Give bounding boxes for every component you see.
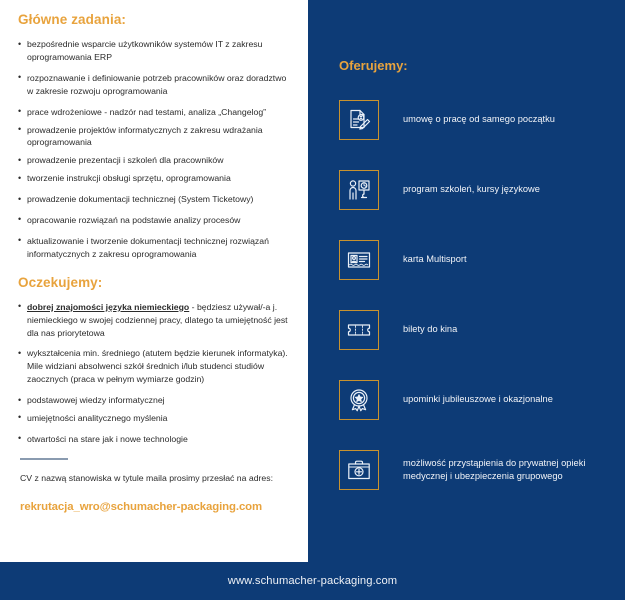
benefit-row	[308, 155, 625, 225]
benefit-row	[308, 225, 625, 295]
benefit-label: bilety do kina	[403, 324, 458, 335]
requirement-text: otwartości na stare jak i nowe technologie	[27, 433, 188, 444]
left-content-column	[0, 0, 305, 562]
award-medal-icon	[339, 380, 379, 420]
task-item: • prowadzenie dokumentacji technicznej (System Ticketowy)	[18, 193, 291, 206]
requirement-item	[18, 301, 291, 340]
cv-submission-note: CV z nazwą stanowiska w tytule maila prosimy przesłać na adres:	[20, 473, 274, 484]
task-item: • prace wdrożeniowe - nadzór nad testami, analiza „Changelog”	[18, 106, 291, 119]
section-divider	[20, 458, 68, 461]
task-item: • prowadzenie prezentacji i szkoleń dla pracowników	[18, 154, 291, 167]
task-item: • aktualizowanie i tworzenie dokumentacji technicznej rozwiązań informatycznych z zakresu oprogramowania	[18, 235, 291, 261]
medical-briefcase-icon	[339, 450, 379, 490]
benefits-panel	[308, 0, 625, 562]
requirement-item	[18, 394, 291, 407]
requirement-text: podstawowej wiedzy informatycznej	[27, 395, 165, 405]
task-item: • rozpoznawanie i definiowanie potrzeb pracowników oraz doradztwo w zakresie rozwoju oprogramowania	[18, 72, 291, 98]
requirements-list	[18, 301, 291, 446]
requirement-text: umiejętności analitycznego myślenia	[27, 412, 168, 423]
requirement-item	[18, 412, 291, 425]
task-item: • tworzenie instrukcji obsługi sprzętu, oprogramowania	[18, 172, 291, 185]
requirement-item	[18, 347, 291, 386]
main-tasks-heading: Główne zadania:	[18, 12, 127, 27]
company-website-url[interactable]: www.schumacher-packaging.com	[227, 575, 398, 587]
requirement-text: - będziesz używał/-a j. niemieckiego w swojej codziennej pracy, dlatego ta umiejętność jest dla nas priorytetowa	[27, 301, 288, 338]
task-item: • bezpośrednie wsparcie użytkowników systemów IT z zakresu oprogramowania ERP	[18, 38, 291, 64]
recruitment-email-address[interactable]: rekrutacja_wro@schumacher-packaging.com	[20, 501, 263, 514]
id-card-icon	[339, 240, 379, 280]
benefit-label: upominki jubileuszowe i okazjonalne	[403, 394, 553, 405]
task-item: • prowadzenie projektów informatycznych z zakresu wdrażania oprogramowania	[18, 124, 291, 150]
benefit-label: możliwość przystąpienia do prywatnej opieki medycznej i ubezpieczenia grupowego	[403, 457, 586, 481]
benefit-label: umowę o pracę od samego początku	[403, 114, 555, 125]
requirement-item	[18, 433, 291, 446]
contract-money-pen-icon	[339, 100, 379, 140]
cinema-ticket-icon	[339, 310, 379, 350]
benefit-label: karta Multisport	[403, 254, 467, 265]
benefit-row	[308, 295, 625, 365]
benefit-row	[308, 85, 625, 155]
benefit-row	[308, 365, 625, 435]
task-item: • opracowanie rozwiązań na podstawie analizy procesów	[18, 214, 291, 227]
training-presentation-icon	[339, 170, 379, 210]
benefit-row	[308, 435, 625, 505]
page-footer	[0, 562, 625, 600]
requirement-emphasis: dobrej znajomości języka niemieckiego	[27, 301, 190, 312]
benefits-list	[308, 85, 625, 505]
requirements-heading: Oczekujemy:	[18, 274, 103, 290]
benefits-heading: Oferujemy:	[339, 58, 408, 73]
benefit-label: program szkoleń, kursy językowe	[403, 184, 540, 195]
main-tasks-list	[18, 38, 291, 260]
requirement-text: wykształcenia min. średniego (atutem będzie kierunek informatyka). Mile widziani absolwenci szkół średnich i/lub studenci studiów zaocznych (praca w pełnym wymiarze godzin)	[27, 348, 288, 385]
